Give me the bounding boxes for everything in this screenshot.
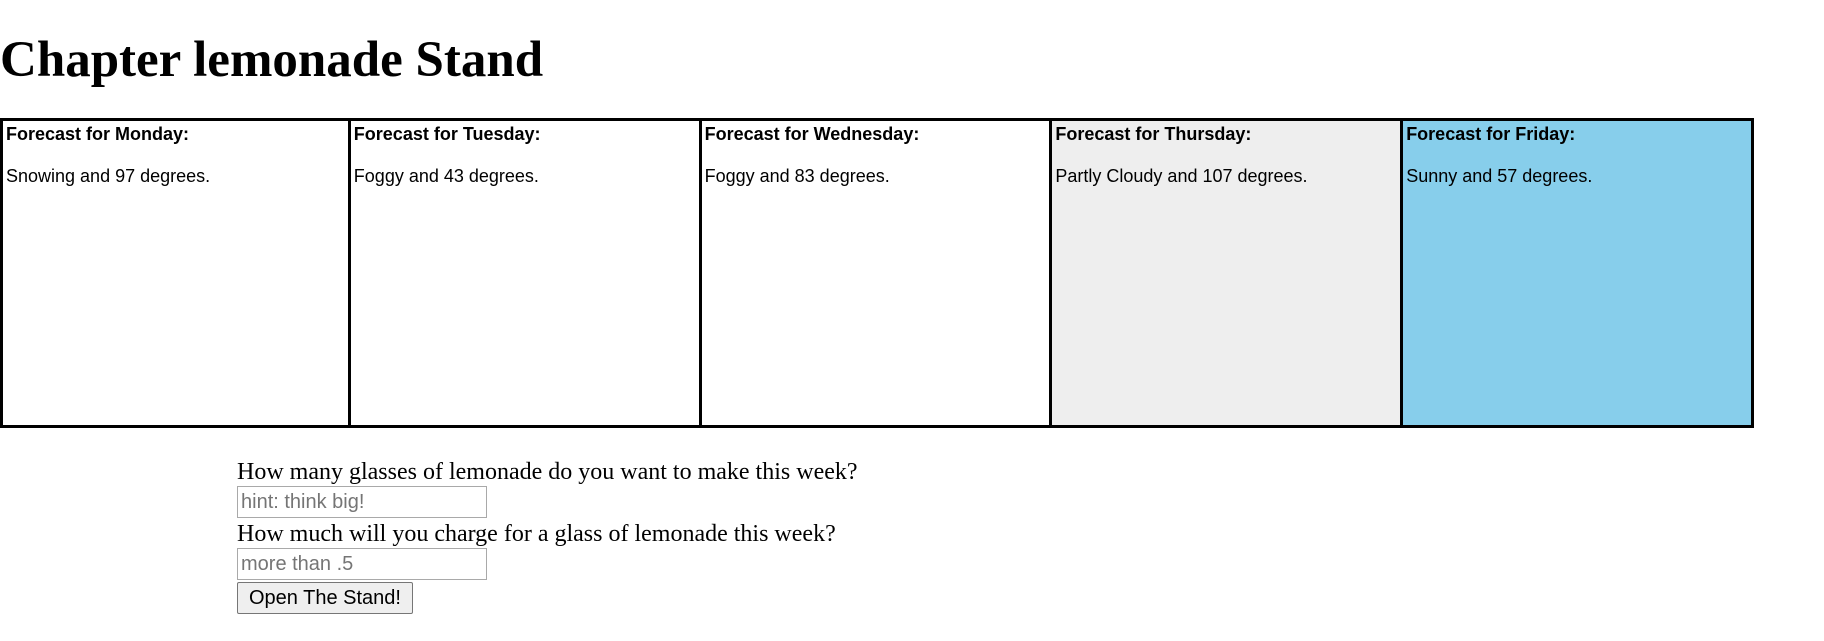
forecast-box-wednesday <box>702 118 1053 428</box>
forecast-box-friday <box>1403 118 1754 428</box>
glasses-input[interactable] <box>237 486 487 518</box>
forecast-text-monday: Snowing and 97 degrees. <box>6 166 211 186</box>
forecast-text-wednesday: Foggy and 83 degrees. <box>704 166 890 186</box>
forecast-text-tuesday: Foggy and 43 degrees. <box>353 166 539 186</box>
forecast-text-thursday: Partly Cloudy and 107 degrees. <box>1055 166 1308 186</box>
forecast-row <box>0 118 1754 428</box>
forecast-text-friday: Sunny and 57 degrees. <box>1406 166 1593 186</box>
forecast-box-tuesday <box>351 118 702 428</box>
stand-form <box>237 458 1037 614</box>
forecast-heading-thursday: Forecast for Thursday: <box>1055 124 1252 144</box>
forecast-heading-monday: Forecast for Monday: <box>6 124 190 144</box>
glasses-question-label: How many glasses of lemonade do you want to make this week? <box>237 459 858 485</box>
forecast-box-thursday <box>1052 118 1403 428</box>
price-input[interactable] <box>237 548 487 580</box>
forecast-heading-tuesday: Forecast for Tuesday: <box>353 124 541 144</box>
page-title: Chapter lemonade Stand <box>0 32 544 88</box>
forecast-heading-wednesday: Forecast for Wednesday: <box>704 124 920 144</box>
forecast-box-monday <box>0 118 351 428</box>
price-question-label: How much will you charge for a glass of lemonade this week? <box>237 521 836 547</box>
forecast-heading-friday: Forecast for Friday: <box>1406 124 1576 144</box>
open-stand-button[interactable]: Open The Stand! <box>237 582 413 614</box>
